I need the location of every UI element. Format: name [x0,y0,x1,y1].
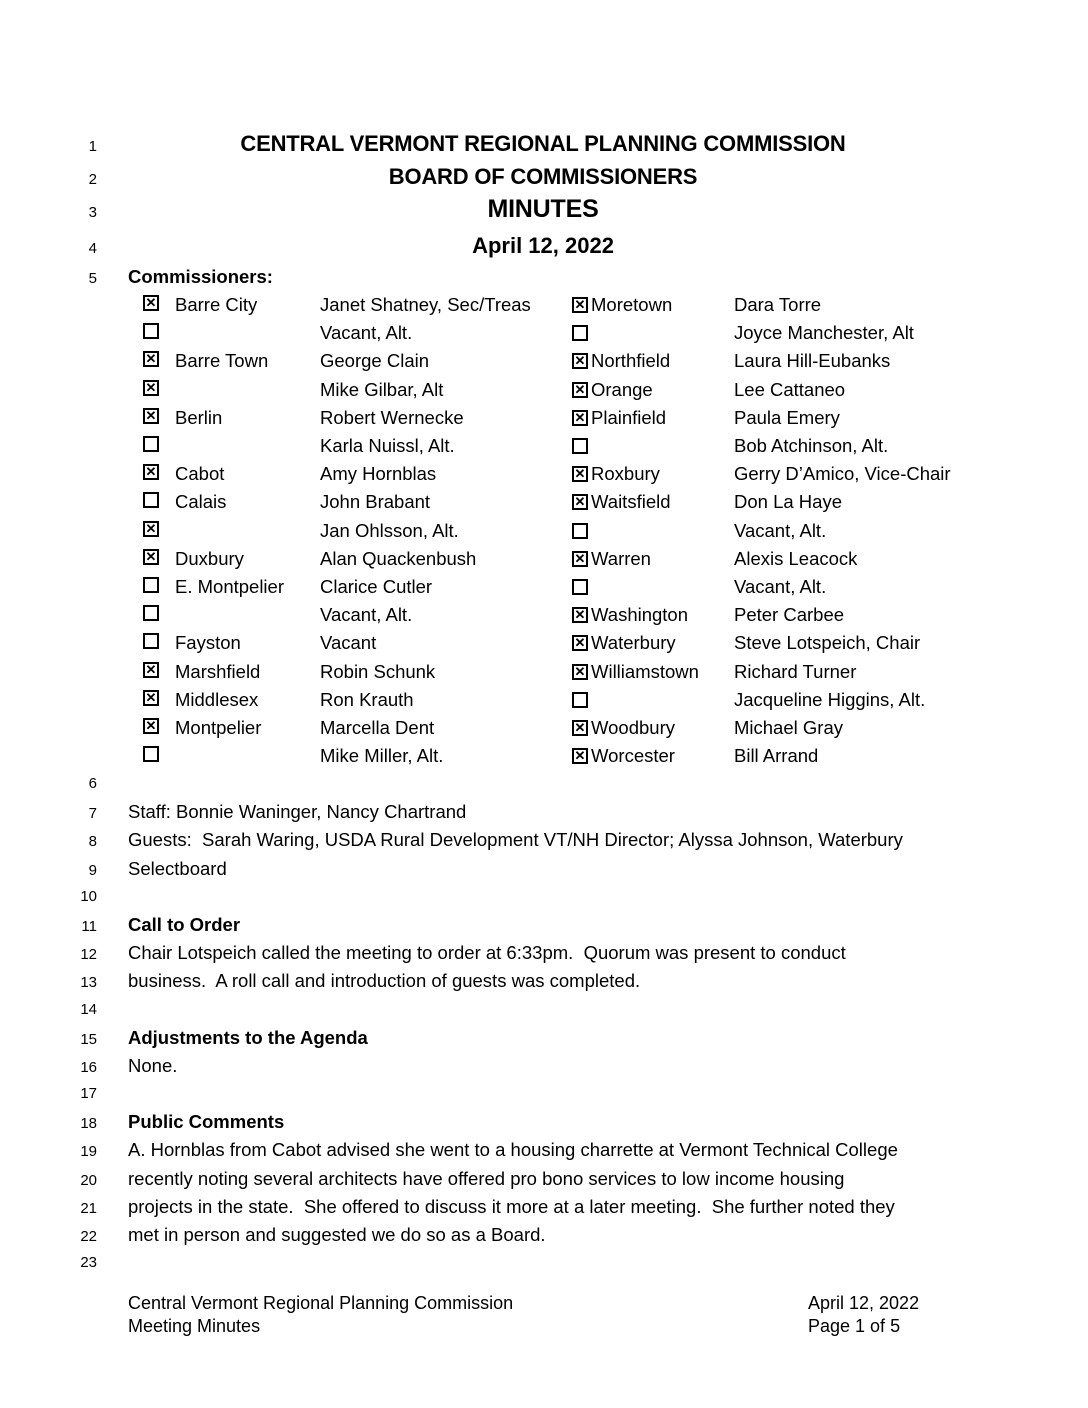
footer-date: April 12, 2022 [808,1293,920,1313]
document-line [0,1249,1088,1277]
town-label: Waitsfield [591,491,671,513]
town-label: Barre Town [175,350,269,372]
line-number: 15 [80,1030,97,1048]
attendance-checkbox: ✕ [143,521,159,537]
line-number: 2 [88,171,97,188]
commissioner-name: Robin Schunk [320,660,436,682]
line-number: 7 [88,805,97,823]
line-text: None. [128,1054,178,1076]
attendance-checkbox: ✕ [143,718,159,734]
line-text: Staff: Bonnie Waninger, Nancy Chartrand [128,801,467,823]
attendance-checkbox [572,438,588,454]
document-line [0,1193,1088,1221]
attendance-checkbox [143,492,159,508]
document-line [0,826,1088,854]
commissioner-name: Robert Wernecke [320,406,464,428]
roll-call-row [143,488,1024,516]
attendance-checkbox: ✕ [143,549,159,565]
line-number: 11 [81,917,97,935]
line-number: 4 [88,240,97,257]
commissioner-name: Michael Gray [734,716,843,738]
line-text: Call to Order [128,913,241,935]
document-line [0,1221,1088,1249]
header-line-4 [0,233,1088,259]
commissioner-name: Clarice Cutler [320,575,433,597]
line-text: Selectboard [128,857,227,879]
attendance-checkbox: ✕ [572,410,588,426]
header-line-1 [0,131,1088,157]
town-label: Woodbury [591,716,675,738]
document-line [0,855,1088,883]
roll-call-row [143,686,1024,714]
roll-call-row [143,573,1024,601]
line-number: 5 [88,270,97,287]
roll-call-row [143,517,1024,545]
town-label: Duxbury [175,547,244,569]
commissioner-name: Joyce Manchester, Alt [734,322,914,344]
roll-call-table [143,291,1024,770]
commissioners-heading: Commissioners: [128,266,273,287]
line-number: 13 [80,974,97,992]
commissioner-name: Janet Shatney, Sec/Treas [320,294,531,316]
town-label: Berlin [175,406,223,428]
line-number: 18 [80,1115,97,1133]
commissioner-name: Mike Gilbar, Alt [320,378,444,400]
document-line [0,798,1088,826]
roll-call-row [143,432,1024,460]
line-text: projects in the state. She offered to discuss it more at a later meeting. She further noted they [128,1195,895,1217]
attendance-checkbox: ✕ [572,664,588,680]
line-number: 21 [80,1199,97,1217]
roll-call-row [143,460,1024,488]
commissioner-name: Vacant [320,632,377,654]
attendance-checkbox: ✕ [572,748,588,764]
page-subtitle: BOARD OF COMMISSIONERS [388,164,698,189]
attendance-checkbox [572,325,588,341]
attendance-checkbox: ✕ [572,607,588,623]
commissioner-name: Bob Atchinson, Alt. [734,435,889,457]
line-number: 17 [80,1085,97,1103]
line-text: recently noting several architects have offered pro bono services to low income housing [128,1167,845,1189]
attendance-checkbox: ✕ [143,690,159,706]
town-label: E. Montpelier [175,575,284,597]
town-label: Plainfield [591,406,667,428]
town-label: Washington [591,604,689,626]
roll-call-row [143,629,1024,657]
line-number: 8 [88,833,97,851]
attendance-checkbox: ✕ [143,662,159,678]
roll-call-row [143,291,1024,319]
document-line [0,939,1088,967]
footer-document-type: Meeting Minutes [128,1316,261,1336]
roll-call-row [143,347,1024,375]
commissioner-name: Steve Lotspeich, Chair [734,632,921,654]
document-line [0,1052,1088,1080]
commissioner-name: Vacant, Alt. [320,322,413,344]
line-number: 1 [88,138,97,155]
document-line [0,911,1088,939]
attendance-checkbox: ✕ [572,297,588,313]
line-number: 9 [88,861,97,879]
document-line [0,770,1088,798]
document-line [0,967,1088,995]
line-text: Chair Lotspeich called the meeting to order at 6:33pm. Quorum was present to conduct [128,942,846,964]
document-line [0,996,1088,1024]
roll-call-row [143,404,1024,432]
town-label: Roxbury [591,463,660,485]
header-line-5 [0,266,1088,288]
attendance-checkbox [143,633,159,649]
commissioner-name: Jan Ohlsson, Alt. [320,519,459,541]
attendance-checkbox: ✕ [572,720,588,736]
document-line [0,1024,1088,1052]
commissioner-name: Paula Emery [734,406,840,428]
attendance-checkbox [143,436,159,452]
attendance-checkbox [572,523,588,539]
commissioner-name: Vacant, Alt. [320,604,413,626]
document-line [0,883,1088,911]
page-title: CENTRAL VERMONT REGIONAL PLANNING COMMISSION [240,131,846,156]
roll-call-row [143,601,1024,629]
attendance-checkbox [572,692,588,708]
commissioner-name: Vacant, Alt. [734,575,827,597]
attendance-checkbox: ✕ [572,635,588,651]
town-label: Calais [175,491,227,513]
footer-right [808,1292,919,1338]
town-label: Orange [591,378,653,400]
commissioner-name: Laura Hill-Eubanks [734,350,891,372]
header-line-3 [0,195,1088,224]
roll-call-row [143,742,1024,770]
commissioner-name: Jacqueline Higgins, Alt. [734,688,926,710]
attendance-checkbox: ✕ [572,353,588,369]
attendance-checkbox: ✕ [143,464,159,480]
commissioner-name: Bill Arrand [734,745,819,767]
town-label: Cabot [175,463,225,485]
commissioner-name: Richard Turner [734,660,857,682]
attendance-checkbox [143,323,159,339]
commissioner-name: Gerry D’Amico, Vice-Chair [734,463,951,485]
attendance-checkbox [143,605,159,621]
line-number: 23 [80,1254,97,1272]
roll-call-row [143,376,1024,404]
town-label: Barre City [175,294,258,316]
attendance-checkbox: ✕ [143,351,159,367]
roll-call-row [143,545,1024,573]
attendance-checkbox: ✕ [143,295,159,311]
document-line [0,1136,1088,1164]
roll-call-row [143,319,1024,347]
header-line-2 [0,164,1088,190]
minutes-heading: MINUTES [487,195,599,223]
town-label: Williamstown [591,660,699,682]
attendance-checkbox [143,577,159,593]
line-number: 12 [80,946,97,964]
line-number: 22 [80,1228,97,1245]
attendance-checkbox: ✕ [143,408,159,424]
line-number: 3 [88,204,97,221]
line-number: 14 [80,1000,97,1018]
line-number: 16 [80,1058,97,1076]
commissioner-name: Dara Torre [734,294,822,316]
document-line [0,1108,1088,1136]
commissioner-name: Alexis Leacock [734,547,858,569]
footer-organization: Central Vermont Regional Planning Commission [128,1293,514,1313]
line-text: met in person and suggested we do so as a Board. [128,1224,546,1245]
attendance-checkbox [572,579,588,595]
commissioner-name: Ron Krauth [320,688,414,710]
line-number: 10 [80,887,97,905]
roll-call-row [143,657,1024,685]
line-text: Public Comments [128,1111,285,1133]
line-text: Adjustments to the Agenda [128,1026,368,1048]
attendance-checkbox: ✕ [572,551,588,567]
town-label: Moretown [591,294,673,316]
footer-left [128,1292,513,1338]
attendance-checkbox [143,746,159,762]
line-text: business. A roll call and introduction of guests was completed. [128,970,641,992]
town-label: Waterbury [591,632,676,654]
town-label: Worcester [591,745,675,767]
town-label: Montpelier [175,716,262,738]
attendance-checkbox: ✕ [572,466,588,482]
town-label: Warren [591,547,651,569]
line-number: 19 [80,1143,97,1161]
commissioner-name: Peter Carbee [734,604,845,626]
document-line [0,1165,1088,1193]
commissioner-name: Alan Quackenbush [320,547,477,569]
commissioner-name: Marcella Dent [320,716,435,738]
commissioner-name: Mike Miller, Alt. [320,745,444,767]
commissioner-name: Vacant, Alt. [734,519,827,541]
town-label: Middlesex [175,688,259,710]
line-text: Guests: Sarah Waring, USDA Rural Development VT/NH Director; Alyssa Johnson, Waterbury [128,829,903,851]
meeting-date: April 12, 2022 [472,233,614,258]
body-lines [0,770,1088,1277]
commissioner-name: Don La Haye [734,491,842,513]
footer-page-number: Page 1 of 5 [808,1316,901,1336]
attendance-checkbox: ✕ [572,382,588,398]
commissioner-name: John Brabant [320,491,431,513]
commissioner-name: George Clain [320,350,430,372]
town-label: Northfield [591,350,671,372]
town-label: Marshfield [175,660,261,682]
roll-call-row [143,714,1024,742]
document-line [0,1080,1088,1108]
commissioner-name: Amy Hornblas [320,463,437,485]
commissioner-name: Lee Cattaneo [734,378,846,400]
line-number: 20 [80,1171,97,1189]
line-text: A. Hornblas from Cabot advised she went to a housing charrette at Vermont Technical College [128,1139,898,1161]
attendance-checkbox: ✕ [572,494,588,510]
town-label: Fayston [175,632,241,654]
line-number: 6 [88,775,97,792]
attendance-checkbox: ✕ [143,380,159,396]
commissioner-name: Karla Nuissl, Alt. [320,435,455,457]
